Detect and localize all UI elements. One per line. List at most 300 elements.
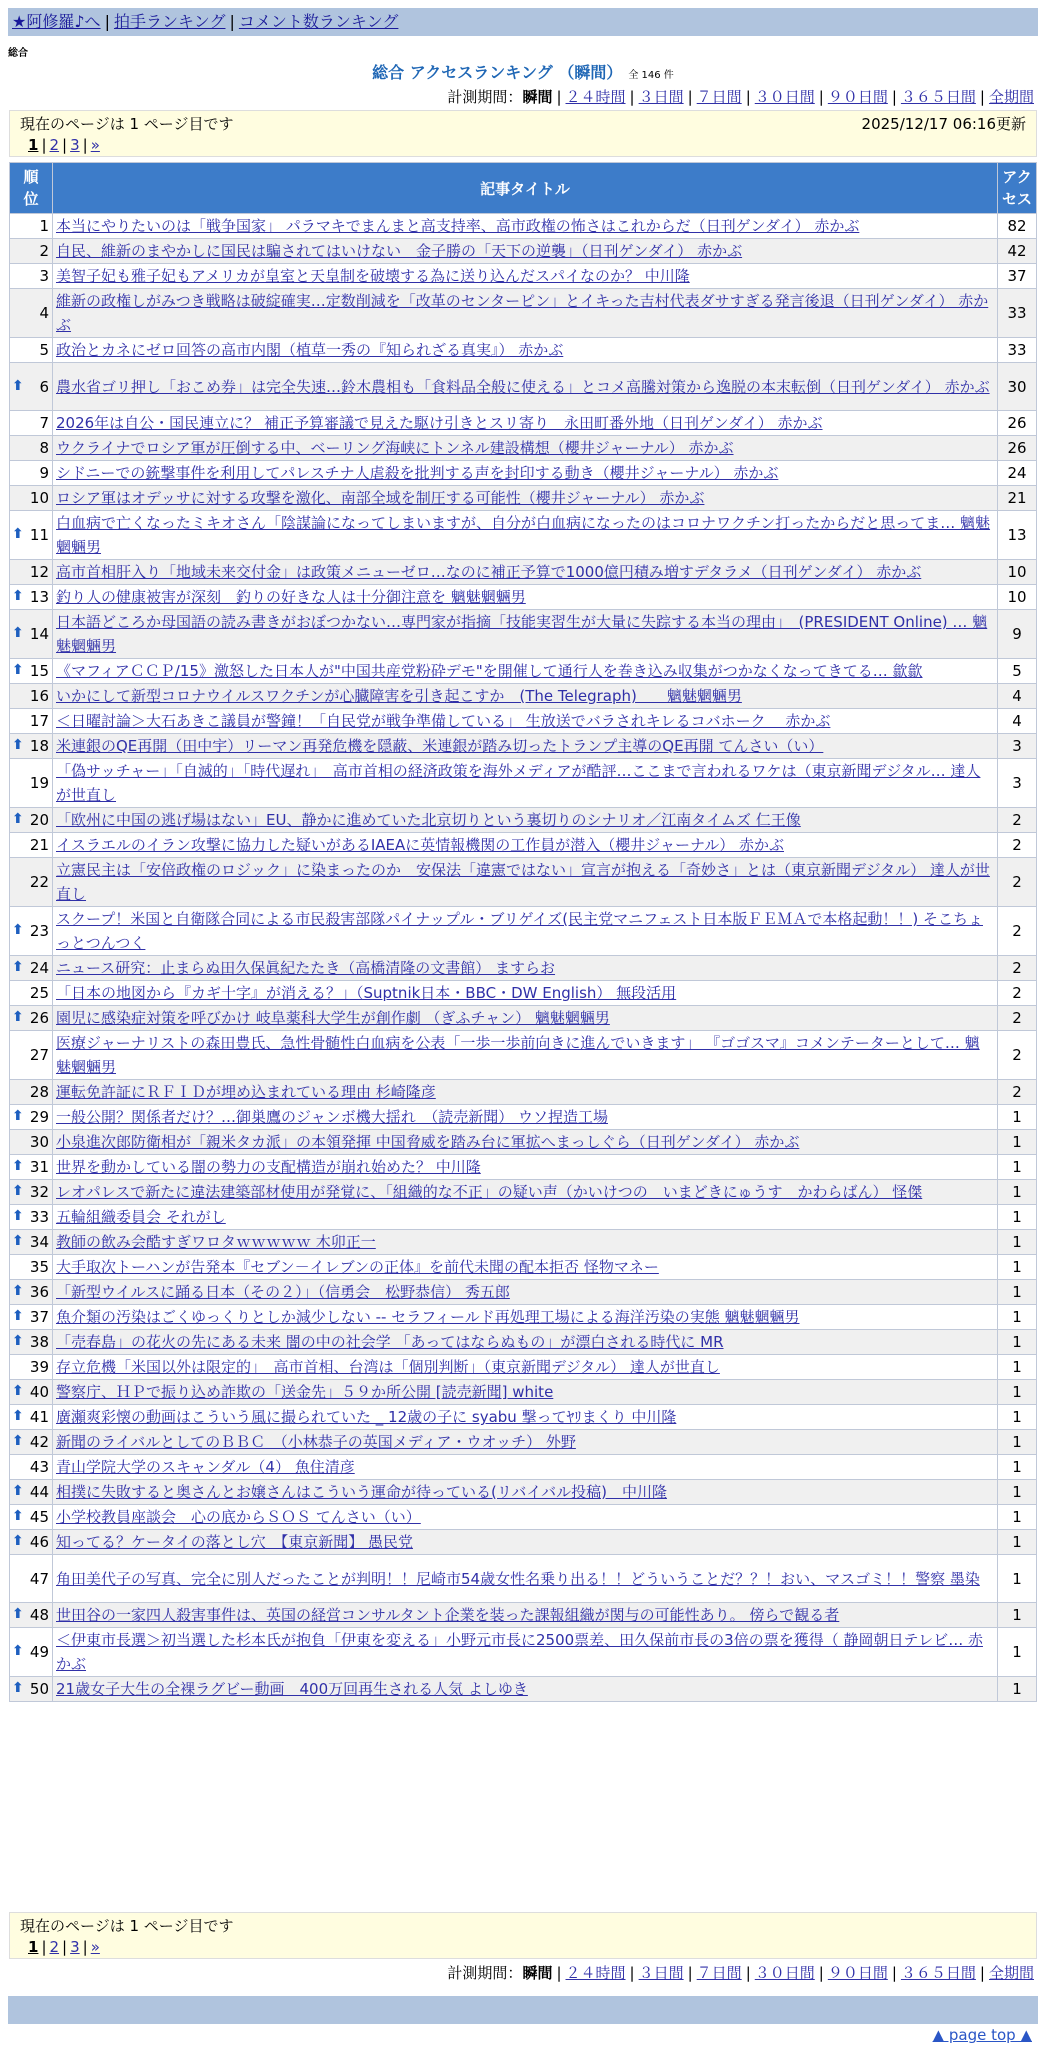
title-cell bbox=[53, 585, 998, 610]
article-link[interactable]: スクープ！米国と自衛隊合同による市民殺害部隊パイナップル・ブリゲイズ(民主党マニフェスト日本版ＦＥＭＡで本格起動！！) そこちょっとつんつく bbox=[56, 910, 983, 952]
ranking-title: 総合 アクセスランキング （瞬間） bbox=[372, 63, 623, 82]
access-count: 26 bbox=[998, 411, 1037, 436]
rank-cell bbox=[10, 734, 53, 759]
period-option-link[interactable]: ９０日間 bbox=[827, 1964, 888, 1982]
title-cell bbox=[53, 1628, 998, 1677]
access-count: 1 bbox=[998, 1205, 1037, 1230]
period-option-link[interactable]: ７日間 bbox=[696, 1964, 742, 1982]
rank-cell bbox=[10, 1280, 53, 1305]
table-row bbox=[10, 239, 1037, 264]
rank-number: 17 bbox=[29, 712, 49, 730]
rank-up-icon: ⬆ bbox=[12, 1183, 24, 1199]
title-cell bbox=[53, 436, 998, 461]
article-link[interactable]: 日本語どころか母国語の読み書きがおぼつかない…専門家が指摘「技能実習生が大量に失踪する本当の理由」 (PRESIDENT Online) … 魑魅魍魎男 bbox=[56, 613, 988, 655]
article-link[interactable]: 魚介類の汚染はごくゆっくりとしか減少しない -- セラフィールド再処理工場による海洋汚染の実態 魑魅魍魎男 bbox=[56, 1308, 800, 1326]
period-option-link[interactable]: ２４時間 bbox=[565, 88, 626, 106]
access-count: 1 bbox=[998, 1628, 1037, 1677]
title-cell bbox=[53, 734, 998, 759]
access-count: 1 bbox=[998, 1280, 1037, 1305]
title-cell bbox=[53, 833, 998, 858]
rank-number: 29 bbox=[29, 1108, 49, 1126]
rank-cell bbox=[10, 1230, 53, 1255]
rank-cell bbox=[10, 436, 53, 461]
period-option-link[interactable]: ３０日間 bbox=[754, 88, 815, 106]
article-link[interactable]: ニュース研究：止まらぬ田久保眞紀たたき（高橋清隆の文書館） ますらお bbox=[56, 959, 556, 977]
table-row bbox=[10, 1130, 1037, 1155]
article-link[interactable]: ＜日曜討論＞大石あきこ議員が警鐘！「自民党が戦争準備している」 生放送でバラされキレるコバホーク 赤かぶ bbox=[56, 712, 831, 730]
pager-top bbox=[9, 110, 1037, 157]
title-cell bbox=[53, 1505, 998, 1530]
table-row bbox=[10, 461, 1037, 486]
title-cell bbox=[53, 1130, 998, 1155]
table-row bbox=[10, 1205, 1037, 1230]
rank-up-icon: ⬆ bbox=[12, 922, 24, 938]
access-count: 2 bbox=[998, 858, 1037, 907]
rank-number: 15 bbox=[29, 662, 49, 680]
access-count: 30 bbox=[998, 363, 1037, 411]
table-row bbox=[10, 264, 1037, 289]
rank-number: 45 bbox=[29, 1508, 49, 1526]
rank-cell bbox=[10, 411, 53, 436]
article-link[interactable]: 自民、維新のまやかしに国民は騙されてはいけない 金子勝の「天下の逆襲」（日刊ゲンダイ） 赤かぶ bbox=[56, 242, 743, 260]
table-row bbox=[10, 1230, 1037, 1255]
rank-cell bbox=[10, 684, 53, 709]
title-cell bbox=[53, 1105, 998, 1130]
period-option-link[interactable]: ７日間 bbox=[696, 88, 742, 106]
access-count: 2 bbox=[998, 808, 1037, 833]
page-top-link[interactable]: ▲ page top ▲ bbox=[932, 2026, 1032, 2044]
title-cell bbox=[53, 239, 998, 264]
table-row bbox=[10, 1031, 1037, 1080]
table-row bbox=[10, 338, 1037, 363]
rank-number: 19 bbox=[29, 774, 49, 792]
article-link[interactable]: 相撲に失敗すると奥さんとお嬢さんはこういう運命が待っている(リバイバル投稿) 中川隆 bbox=[56, 1483, 667, 1501]
title-cell bbox=[53, 1455, 998, 1480]
table-row bbox=[10, 734, 1037, 759]
article-link[interactable]: 「欧州に中国の逃げ場はない」EU、静かに進めていた北京切りという裏切りのシナリオ／江南タイムズ 仁王像 bbox=[56, 811, 801, 829]
period-option-link[interactable]: 全期間 bbox=[988, 88, 1034, 106]
rank-number: 43 bbox=[29, 1458, 49, 1476]
rank-cell bbox=[10, 659, 53, 684]
rank-cell bbox=[10, 1677, 53, 1702]
title-cell bbox=[53, 759, 998, 808]
table-row bbox=[10, 1280, 1037, 1305]
article-link[interactable]: いかにして新型コロナウイルスワクチンが心臓障害を引き起こすか (The Telegraph) 魑魅魍魎男 bbox=[56, 687, 742, 705]
title-cell bbox=[53, 1180, 998, 1205]
rank-cell bbox=[10, 858, 53, 907]
rank-number: 22 bbox=[29, 873, 49, 891]
article-link[interactable]: イスラエルのイラン攻撃に協力した疑いがあるIAEAに英情報機関の工作員が潜入（櫻井ジャーナル） 赤かぶ bbox=[56, 836, 784, 854]
rank-up-icon: ⬆ bbox=[12, 377, 24, 394]
title-cell bbox=[53, 858, 998, 907]
rank-cell bbox=[10, 560, 53, 585]
rank-cell bbox=[10, 264, 53, 289]
table-row bbox=[10, 833, 1037, 858]
rank-number: 5 bbox=[39, 341, 49, 359]
rank-number: 18 bbox=[29, 737, 49, 755]
article-link[interactable]: 米連銀のQE再開（田中宇）リーマン再発危機を隠蔽、米連銀が踏み切ったトランプ主導のQE再開 てんさい（い） bbox=[56, 737, 824, 755]
article-link[interactable]: 「日本の地図から『カギ十字』が消える？」（Suptnik日本・BBC・DW English） 無段活用 bbox=[56, 984, 677, 1002]
access-count: 1 bbox=[998, 1430, 1037, 1455]
rank-number: 41 bbox=[29, 1408, 49, 1426]
article-link[interactable]: 「売春島」の花火の先にある未来 闇の中の社会学 「あってはならぬもの」が漂白される時代に MR bbox=[56, 1333, 724, 1351]
rank-number: 8 bbox=[39, 439, 49, 457]
article-link[interactable]: 2026年は自公・国民連立に？ 補正予算審議で見えた駆け引きとスリ寄り 永田町番外地（日刊ゲンダイ） 赤かぶ bbox=[56, 414, 823, 432]
rank-number: 37 bbox=[29, 1308, 49, 1326]
article-link[interactable]: 園児に感染症対策を呼びかけ 岐阜薬科大学生が創作劇 （ぎふチャン） 魑魅魍魎男 bbox=[56, 1009, 610, 1027]
table-row bbox=[10, 1603, 1037, 1628]
table-row bbox=[10, 214, 1037, 239]
rank-cell bbox=[10, 833, 53, 858]
rank-up-icon: ⬆ bbox=[12, 1208, 24, 1224]
article-link[interactable]: 小学校教員座談会 心の底からＳＯＳ てんさい（い） bbox=[56, 1508, 421, 1526]
article-link[interactable]: 世界を動かしている闇の勢力の支配構造が崩れ始めた？ 中川隆 bbox=[56, 1158, 481, 1176]
top-nav-bar: ★阿修羅♪へ | 拍手ランキング | コメント数ランキング bbox=[8, 8, 1038, 36]
access-count: 1 bbox=[998, 1305, 1037, 1330]
rank-cell bbox=[10, 1330, 53, 1355]
title-cell bbox=[53, 1006, 998, 1031]
article-link[interactable]: 「新型ウイルスに踊る日本（その２）」（信勇会 松野恭信） 秀五郎 bbox=[56, 1283, 510, 1301]
rank-number: 21 bbox=[29, 836, 49, 854]
access-count: 2 bbox=[998, 833, 1037, 858]
access-count: 1 bbox=[998, 1255, 1037, 1280]
rank-number: 47 bbox=[29, 1569, 49, 1588]
table-row bbox=[10, 759, 1037, 808]
rank-cell bbox=[10, 1031, 53, 1080]
rank-up-icon: ⬆ bbox=[12, 1233, 24, 1249]
table-row bbox=[10, 956, 1037, 981]
rank-up-icon: ⬆ bbox=[12, 1408, 24, 1424]
article-link[interactable]: 廣瀬爽彩懐の動画はこういう風に撮られていた _ 12歳の子に syabu 撃ってﾔﾘまくり 中川隆 bbox=[56, 1408, 677, 1426]
article-link[interactable]: ロシア軍はオデッサに対する攻撃を激化、南部全域を制圧する可能性（櫻井ジャーナル） 赤かぶ bbox=[56, 489, 705, 507]
rank-number: 32 bbox=[29, 1183, 49, 1201]
rank-up-icon: ⬆ bbox=[12, 1433, 24, 1449]
access-count: 33 bbox=[998, 338, 1037, 363]
article-link[interactable]: シドニーでの銃撃事件を利用してパレスチナ人虐殺を批判する声を封印する動き（櫻井ジャーナル） 赤かぶ bbox=[56, 464, 779, 482]
table-row bbox=[10, 585, 1037, 610]
rank-cell bbox=[10, 239, 53, 264]
title-cell bbox=[53, 214, 998, 239]
rank-cell bbox=[10, 1305, 53, 1330]
article-link[interactable]: レオパレスで新たに違法建築部材使用が発覚に、「組織的な不正」の疑い声（かいけつの いまどきにゅうす かわらばん） 怪傑 bbox=[56, 1183, 923, 1201]
title-cell bbox=[53, 808, 998, 833]
title-cell bbox=[53, 1355, 998, 1380]
access-count: 10 bbox=[998, 585, 1037, 610]
rank-up-icon: ⬆ bbox=[12, 1108, 24, 1124]
access-count: 1 bbox=[998, 1380, 1037, 1405]
article-link[interactable]: 医療ジャーナリストの森田豊氏、急性骨髄性白血病を公表「一歩一歩前向きに進んでいきます」 『ゴゴスマ』コメンテーターとして… 魑魅魍魎男 bbox=[56, 1034, 980, 1076]
title-cell bbox=[53, 289, 998, 338]
table-row bbox=[10, 709, 1037, 734]
period-selector: 計測期間：瞬間 | ２４時間 | ３日間 | ７日間 | ３０日間 | ９０日間 | ３６５日間 | 全期間 bbox=[447, 88, 1034, 106]
home-link[interactable]: ★阿修羅♪へ bbox=[12, 12, 101, 31]
rank-up-icon: ⬆ bbox=[12, 1533, 24, 1549]
access-count: 42 bbox=[998, 239, 1037, 264]
table-row bbox=[10, 363, 1037, 411]
rank-up-icon: ⬆ bbox=[12, 1009, 24, 1025]
page-link[interactable]: 3 bbox=[70, 136, 80, 154]
access-count: 1 bbox=[998, 1555, 1037, 1603]
title-cell bbox=[53, 1380, 998, 1405]
title-cell bbox=[53, 1430, 998, 1455]
access-count: 1 bbox=[998, 1330, 1037, 1355]
access-count: 2 bbox=[998, 907, 1037, 956]
rank-number: 26 bbox=[29, 1009, 49, 1027]
access-count: 5 bbox=[998, 659, 1037, 684]
article-link[interactable]: 警察庁、ＨＰで振り込め詐欺の「送金先」５９か所公開 [読売新聞] white bbox=[56, 1383, 554, 1401]
rank-number: 38 bbox=[29, 1333, 49, 1351]
page-next-link[interactable]: » bbox=[90, 1938, 100, 1956]
rank-number: 10 bbox=[29, 489, 49, 507]
article-link[interactable]: 「偽サッチャー」「自滅的」「時代遅れ」 高市首相の経済政策を海外メディアが酷評…ここまで言われるワケは（東京新聞デジタル… 達人が世直し bbox=[56, 762, 981, 804]
rank-cell bbox=[10, 1480, 53, 1505]
rank-number: 35 bbox=[29, 1258, 49, 1276]
rank-number: 2 bbox=[39, 242, 49, 260]
article-link[interactable]: 高市首相肝入り「地域未来交付金」は政策メニューゼロ…なのに補正予算で1000億円積み増すデタラメ（日刊ゲンダイ） 赤かぶ bbox=[56, 563, 922, 581]
rank-number: 28 bbox=[29, 1083, 49, 1101]
access-count: 1 bbox=[998, 1603, 1037, 1628]
table-row bbox=[10, 659, 1037, 684]
article-link[interactable]: 21歳女子大生の全裸ラグビー動画 400万回再生される人気 よしゆき bbox=[56, 1680, 528, 1698]
rank-up-icon: ⬆ bbox=[12, 1333, 24, 1349]
access-count: 1 bbox=[998, 1230, 1037, 1255]
title-cell bbox=[53, 709, 998, 734]
rank-cell bbox=[10, 214, 53, 239]
rank-number: 36 bbox=[29, 1283, 49, 1301]
article-link[interactable]: ウクライナでロシア軍が圧倒する中、ベーリング海峡にトンネル建設構想（櫻井ジャーナル） 赤かぶ bbox=[56, 439, 734, 457]
title-column-header: 記事タイトル bbox=[53, 163, 998, 214]
rank-cell bbox=[10, 1155, 53, 1180]
rank-up-icon: ⬆ bbox=[12, 1283, 24, 1299]
access-count: 1 bbox=[998, 1530, 1037, 1555]
article-link[interactable]: 釣り人の健康被害が深刻 釣りの好きな人は十分御注意を 魑魅魍魎男 bbox=[56, 588, 526, 606]
period-option-link[interactable]: ９０日間 bbox=[827, 88, 888, 106]
rank-number: 13 bbox=[29, 588, 49, 606]
rank-cell bbox=[10, 907, 53, 956]
access-count: 2 bbox=[998, 981, 1037, 1006]
category-label: 総合 bbox=[8, 48, 28, 59]
article-link[interactable]: 存立危機「米国以外は限定的」 高市首相、台湾は「個別判断」（東京新聞デジタル） 達人が世直し bbox=[56, 1358, 720, 1376]
article-link[interactable]: 新聞のライバルとしてのＢＢＣ （小林恭子の英国メディア・ウオッチ） 外野 bbox=[56, 1433, 576, 1451]
page-link[interactable]: 2 bbox=[49, 136, 60, 154]
page-title bbox=[0, 60, 1046, 83]
article-link[interactable]: 美智子妃も雅子妃もアメリカが皇室と天皇制を破壊する為に送り込んだスパイなのか？ 中川隆 bbox=[56, 267, 690, 285]
table-row bbox=[10, 1330, 1037, 1355]
period-option-link[interactable]: ３日間 bbox=[638, 1964, 684, 1982]
access-count: 1 bbox=[998, 1405, 1037, 1430]
access-count: 10 bbox=[998, 560, 1037, 585]
title-cell bbox=[53, 1603, 998, 1628]
article-link[interactable]: 維新の政権しがみつき戦略は破綻確実…定数削減を「改革のセンターピン」とイキった吉村代表ダサすぎる発言後退（日刊ゲンダイ） 赤かぶ bbox=[56, 292, 989, 334]
rank-number: 44 bbox=[29, 1483, 49, 1501]
table-row bbox=[10, 1380, 1037, 1405]
rank-up-icon: ⬆ bbox=[12, 959, 24, 975]
rank-cell bbox=[10, 1530, 53, 1555]
table-row bbox=[10, 289, 1037, 338]
table-row bbox=[10, 684, 1037, 709]
page-link[interactable]: 2 bbox=[49, 1938, 60, 1956]
rank-cell bbox=[10, 486, 53, 511]
rank-up-icon: ⬆ bbox=[12, 1308, 24, 1324]
period-selector-bottom: 計測期間：瞬間 | ２４時間 | ３日間 | ７日間 | ３０日間 | ９０日間 | ３６５日間 | 全期間 bbox=[447, 1964, 1034, 1982]
access-count: 3 bbox=[998, 734, 1037, 759]
rank-number: 3 bbox=[39, 267, 49, 285]
comment-ranking-link[interactable]: コメント数ランキング bbox=[238, 12, 399, 31]
rank-cell bbox=[10, 289, 53, 338]
rank-number: 25 bbox=[29, 984, 49, 1002]
access-count: 24 bbox=[998, 461, 1037, 486]
rank-number: 40 bbox=[29, 1383, 49, 1401]
title-cell bbox=[53, 684, 998, 709]
article-link[interactable]: 小泉進次郎防衛相が「親米タカ派」の本領発揮 中国脅威を踏み台に軍拡へまっしぐら（日刊ゲンダイ） 赤かぶ bbox=[56, 1133, 800, 1151]
rank-number: 34 bbox=[29, 1233, 49, 1251]
access-count: 37 bbox=[998, 264, 1037, 289]
period-option-link[interactable]: ３日間 bbox=[638, 88, 684, 106]
article-link[interactable]: 角田美代子の写真、完全に別人だったことが判明！！尼崎市54歳女性名乗り出る！！どういうことだ？？！おい、マスゴミ！！警察 墨染 bbox=[56, 1569, 980, 1588]
title-cell bbox=[53, 1305, 998, 1330]
title-cell bbox=[53, 659, 998, 684]
access-count: 1 bbox=[998, 1480, 1037, 1505]
article-link[interactable]: 白血病で亡くなったミキオさん「陰謀論になってしまいますが、自分が白血病になったのはコロナワクチン打ったからだと思ってま… 魑魅魍魎男 bbox=[56, 514, 991, 556]
title-cell bbox=[53, 486, 998, 511]
rank-number: 16 bbox=[29, 687, 49, 705]
rank-up-icon: ⬆ bbox=[12, 1483, 24, 1499]
table-row bbox=[10, 411, 1037, 436]
pager-links: 1 | 2 | 3 | » bbox=[28, 136, 100, 154]
rank-up-icon: ⬆ bbox=[12, 1508, 24, 1524]
table-row bbox=[10, 436, 1037, 461]
article-link[interactable]: 教師の飲み会酷すぎワロタｗｗｗｗｗ 木卯正一 bbox=[56, 1233, 376, 1251]
period-label: 計測期間： bbox=[447, 1964, 523, 1982]
page-current: 1 bbox=[28, 1938, 39, 1956]
rank-up-icon: ⬆ bbox=[12, 625, 24, 641]
table-row bbox=[10, 1405, 1037, 1430]
article-link[interactable]: ＜伊東市長選＞初当選した杉本氏が抱負「伊東を変える」小野元市長に2500票差、田久保前市長の3倍の票を獲得（ 静岡朝日テレビ… 赤かぶ bbox=[56, 1631, 983, 1673]
rank-number: 7 bbox=[39, 414, 49, 432]
title-cell bbox=[53, 1405, 998, 1430]
rank-cell bbox=[10, 981, 53, 1006]
access-count: 33 bbox=[998, 289, 1037, 338]
title-cell bbox=[53, 1230, 998, 1255]
article-link[interactable]: 五輪組織委員会 それがし bbox=[56, 1208, 226, 1226]
title-cell bbox=[53, 1530, 998, 1555]
rank-cell bbox=[10, 759, 53, 808]
access-count: 1 bbox=[998, 1105, 1037, 1130]
rank-number: 39 bbox=[29, 1358, 49, 1376]
rank-cell bbox=[10, 1105, 53, 1130]
rank-number: 24 bbox=[29, 959, 49, 977]
access-count: 1 bbox=[998, 1505, 1037, 1530]
table-row bbox=[10, 511, 1037, 560]
title-cell bbox=[53, 1555, 998, 1603]
title-cell bbox=[53, 338, 998, 363]
ranking-table bbox=[9, 162, 1037, 1702]
rank-cell bbox=[10, 1006, 53, 1031]
rank-number: 31 bbox=[29, 1158, 49, 1176]
article-link[interactable]: 《マフィアＣＣＰ/15》激怒した日本人が"中国共産党粉砕デモ"を開催して通行人を巻き込み収集がつかなくなってきてる… 歙歙 bbox=[56, 662, 923, 680]
article-link[interactable]: 本当にやりたいのは「戦争国家」 パラマキでまんまと高支持率、高市政権の怖さはこれからだ（日刊ゲンダイ） 赤かぶ bbox=[56, 217, 860, 235]
title-cell bbox=[53, 1080, 998, 1105]
rank-cell bbox=[10, 808, 53, 833]
rank-number: 42 bbox=[29, 1433, 49, 1451]
page-status-bottom: 現在のページは 1 ページ目です bbox=[20, 1917, 234, 1935]
article-link[interactable]: 世田谷の一家四人殺害事件は、英国の経営コンサルタント企業を装った課報組織が関与の可能性あり。 傍らで観る者 bbox=[56, 1606, 840, 1624]
table-row bbox=[10, 610, 1037, 659]
period-current: 瞬間 bbox=[522, 88, 553, 106]
clap-ranking-link[interactable]: 拍手ランキング bbox=[113, 12, 226, 31]
rank-cell bbox=[10, 1430, 53, 1455]
article-link[interactable]: 農水省ゴリ押し「おこめ券」は完全失速…鈴木農相も「食料品全般に使える」とコメ高騰対策から逸脱の本末転倒（日刊ゲンダイ） 赤かぶ bbox=[56, 377, 990, 396]
updated-time: 2025/12/17 06:16更新 bbox=[861, 115, 1026, 133]
access-count: 1 bbox=[998, 1355, 1037, 1380]
period-option-link[interactable]: ３０日間 bbox=[754, 1964, 815, 1982]
rank-number: 9 bbox=[39, 464, 49, 482]
period-option-link[interactable]: ２４時間 bbox=[565, 1964, 626, 1982]
rank-cell bbox=[10, 511, 53, 560]
rank-number: 1 bbox=[39, 217, 49, 235]
rank-cell bbox=[10, 1555, 53, 1603]
period-current: 瞬間 bbox=[522, 1964, 553, 1982]
article-link[interactable]: 青山学院大学のスキャンダル（4） 魚住清彦 bbox=[56, 1458, 355, 1476]
article-link[interactable]: 政治とカネにゼロ回答の高市内閣（植草一秀の『知られざる真実』） 赤かぶ bbox=[56, 341, 564, 359]
rank-cell bbox=[10, 1628, 53, 1677]
period-option-link[interactable]: 全期間 bbox=[988, 1964, 1034, 1982]
period-option-link[interactable]: ３６５日間 bbox=[900, 88, 976, 106]
table-row bbox=[10, 1355, 1037, 1380]
table-row bbox=[10, 1180, 1037, 1205]
title-cell bbox=[53, 1205, 998, 1230]
table-row bbox=[10, 486, 1037, 511]
page-status: 現在のページは 1 ページ目です bbox=[20, 115, 234, 133]
rank-up-icon: ⬆ bbox=[12, 1643, 24, 1659]
rank-cell bbox=[10, 1180, 53, 1205]
rank-up-icon: ⬆ bbox=[12, 526, 24, 542]
page-next-link[interactable]: » bbox=[90, 136, 100, 154]
article-link[interactable]: 立憲民主は「安倍政権のロジック」に染まったのか 安保法「違憲ではない」宣言が抱える「奇妙さ」とは（東京新聞デジタル） 達人が世直し bbox=[56, 861, 990, 903]
rank-number: 14 bbox=[29, 625, 49, 643]
period-label: 計測期間： bbox=[447, 88, 523, 106]
pager-links-bottom: 1 | 2 | 3 | » bbox=[28, 1938, 100, 1956]
access-count: 2 bbox=[998, 1080, 1037, 1105]
table-row bbox=[10, 1505, 1037, 1530]
rank-cell bbox=[10, 461, 53, 486]
rank-cell bbox=[10, 1455, 53, 1480]
article-link[interactable]: 大手取次トーハンが告発本『セブン－イレブンの正体』を前代未聞の配本拒否 怪物マネー bbox=[56, 1258, 659, 1276]
access-count: 2 bbox=[998, 1031, 1037, 1080]
article-link[interactable]: 一般公開？関係者だけ？…御巣鷹のジャンボ機大揺れ （読売新聞） ウソ捏造工場 bbox=[56, 1108, 608, 1126]
table-row bbox=[10, 1430, 1037, 1455]
rank-cell bbox=[10, 1355, 53, 1380]
bottom-bar bbox=[8, 1996, 1038, 2024]
title-cell bbox=[53, 907, 998, 956]
title-cell bbox=[53, 1280, 998, 1305]
page-link[interactable]: 3 bbox=[70, 1938, 80, 1956]
table-row bbox=[10, 1305, 1037, 1330]
access-count: 3 bbox=[998, 759, 1037, 808]
pager-bottom bbox=[9, 1912, 1037, 1959]
rank-number: 11 bbox=[29, 526, 49, 544]
title-cell bbox=[53, 560, 998, 585]
title-cell bbox=[53, 1677, 998, 1702]
access-count: 21 bbox=[998, 486, 1037, 511]
article-link[interactable]: 運転免許証にＲＦＩＤが埋め込まれている理由 杉崎隆彦 bbox=[56, 1083, 436, 1101]
access-count: 9 bbox=[998, 610, 1037, 659]
period-option-link[interactable]: ３６５日間 bbox=[900, 1964, 976, 1982]
rank-cell bbox=[10, 1505, 53, 1530]
table-row bbox=[10, 1555, 1037, 1603]
rank-up-icon: ⬆ bbox=[12, 1158, 24, 1174]
article-link[interactable]: 知ってる？ケータイの落とし穴 【東京新聞】 愚民党 bbox=[56, 1533, 413, 1551]
